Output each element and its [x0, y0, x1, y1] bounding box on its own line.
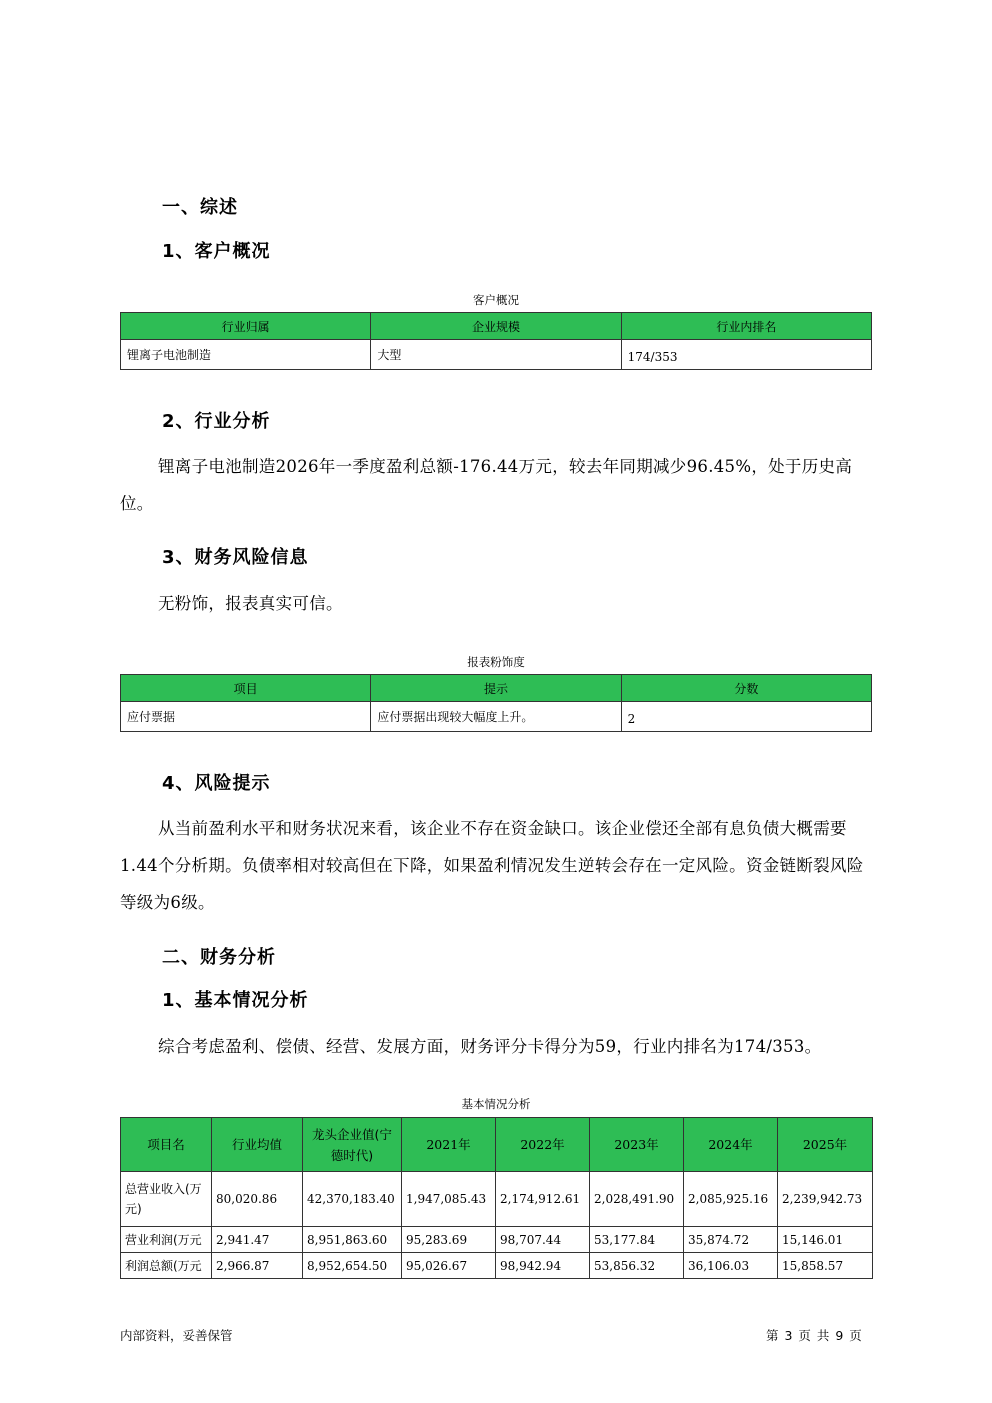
- fin-cell: 2,174,912.61: [496, 1172, 590, 1227]
- window-table-caption: 报表粉饰度: [467, 655, 525, 669]
- fin-row-label: 利润总额(万元: [121, 1253, 212, 1279]
- fin-header-2024: 2024年: [684, 1118, 778, 1172]
- fin-cell: 2,941.47: [212, 1227, 303, 1253]
- fin-cell: 98,707.44: [496, 1227, 590, 1253]
- section-title-financial: 二、财务分析: [162, 947, 276, 968]
- fin-cell: 53,856.32: [590, 1253, 684, 1279]
- section-title-industry: 2、行业分析: [162, 411, 271, 432]
- fin-cell: 98,942.94: [496, 1253, 590, 1279]
- window-header-hint: 提示: [371, 675, 621, 702]
- fin-row-label: 营业利润(万元: [121, 1227, 212, 1253]
- table-row: [121, 1172, 873, 1227]
- fin-cell: 95,283.69: [402, 1227, 496, 1253]
- customer-industry: 锂离子电池制造: [121, 340, 371, 370]
- fin-header-leader: 龙头企业值(宁德时代): [303, 1118, 402, 1172]
- fin-header-avg: 行业均值: [212, 1118, 303, 1172]
- section-title-basic: 1、基本情况分析: [162, 990, 309, 1011]
- footer-page-number: 第 3 页 共 9 页: [766, 1328, 863, 1343]
- fin-cell: 1,947,085.43: [402, 1172, 496, 1227]
- customer-rank: 174/353: [621, 340, 871, 370]
- table-row: [121, 1253, 873, 1279]
- window-item: 应付票据: [121, 702, 371, 732]
- customer-header-scale: 企业规模: [371, 313, 621, 340]
- window-score: 2: [621, 702, 871, 732]
- fin-cell: 80,020.86: [212, 1172, 303, 1227]
- fin-header-2025: 2025年: [778, 1118, 873, 1172]
- section-title-overview: 一、综述: [162, 197, 238, 218]
- fin-cell: 35,874.72: [684, 1227, 778, 1253]
- fin-table-caption: 基本情况分析: [461, 1097, 531, 1111]
- fin-row-label: 总营业收入(万元): [121, 1172, 212, 1227]
- risk-warning-paragraph: 从当前盈利水平和财务状况来看，该企业不存在资金缺口。该企业偿还全部有息负债大概需要 1.44个分析期。负债率相对较高但在下降，如果盈利情况发生逆转会存在一定风险。资金链断裂风险等级为6级。: [120, 819, 864, 912]
- section-title-risk-info: 3、财务风险信息: [162, 547, 309, 568]
- fin-cell: 2,239,942.73: [778, 1172, 873, 1227]
- financial-table: [120, 1117, 873, 1279]
- fin-cell: 53,177.84: [590, 1227, 684, 1253]
- fin-header-2021: 2021年: [402, 1118, 496, 1172]
- fin-cell: 8,952,654.50: [303, 1253, 402, 1279]
- window-header-score: 分数: [621, 675, 871, 702]
- fin-cell: 42,370,183.40: [303, 1172, 402, 1227]
- fin-cell: 15,858.57: [778, 1253, 873, 1279]
- customer-table: [120, 312, 872, 370]
- window-header-item: 项目: [121, 675, 371, 702]
- customer-header-industry: 行业归属: [121, 313, 371, 340]
- fin-cell: 95,026.67: [402, 1253, 496, 1279]
- section-title-customer: 1、客户概况: [162, 241, 271, 262]
- industry-paragraph: 锂离子电池制造2026年一季度盈利总额-176.44万元，较去年同期减少96.45%，处于历史高位。: [120, 457, 853, 513]
- customer-table-caption: 客户概况: [473, 293, 519, 307]
- fin-cell: 2,085,925.16: [684, 1172, 778, 1227]
- fin-header-2023: 2023年: [590, 1118, 684, 1172]
- fin-cell: 8,951,863.60: [303, 1227, 402, 1253]
- window-dressing-table: [120, 674, 872, 732]
- fin-cell: 2,028,491.90: [590, 1172, 684, 1227]
- fin-cell: 2,966.87: [212, 1253, 303, 1279]
- window-hint: 应付票据出现较大幅度上升。: [371, 702, 621, 732]
- section-title-risk-warning: 4、风险提示: [162, 773, 271, 794]
- fin-cell: 36,106.03: [684, 1253, 778, 1279]
- table-row: [121, 340, 872, 370]
- fin-cell: 15,146.01: [778, 1227, 873, 1253]
- table-row: [121, 702, 872, 732]
- customer-header-rank: 行业内排名: [621, 313, 871, 340]
- footer-confidential-note: 内部资料，妥善保管: [120, 1328, 233, 1343]
- basic-paragraph: 综合考虑盈利、偿债、经营、发展方面，财务评分卡得分为59，行业内排名为174/353。: [158, 1037, 822, 1056]
- fin-header-2022: 2022年: [496, 1118, 590, 1172]
- customer-scale: 大型: [371, 340, 621, 370]
- table-row: [121, 1227, 873, 1253]
- risk-info-paragraph: 无粉饰，报表真实可信。: [158, 594, 343, 613]
- fin-header-item: 项目名: [121, 1118, 212, 1172]
